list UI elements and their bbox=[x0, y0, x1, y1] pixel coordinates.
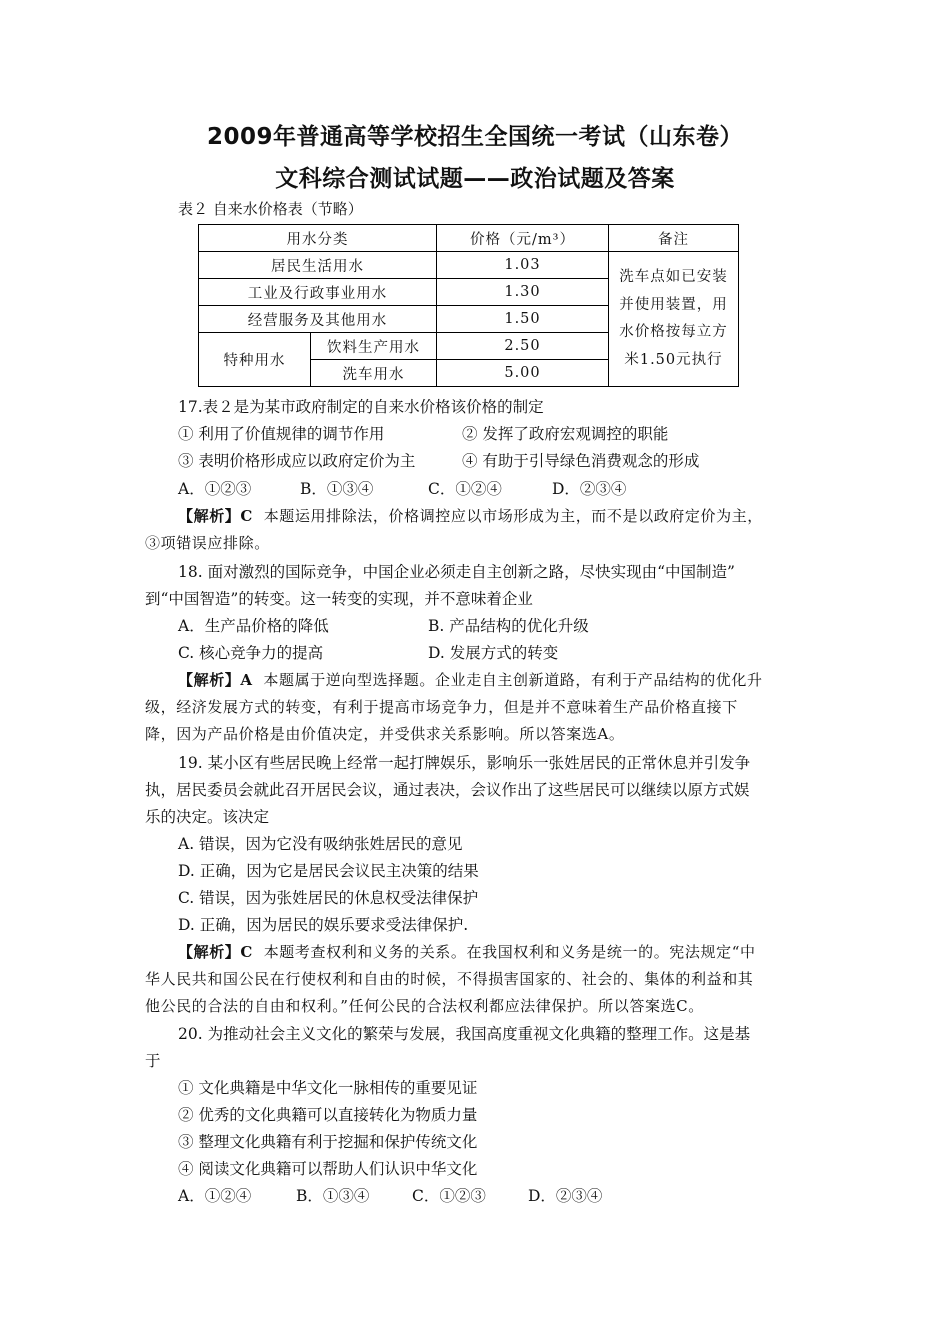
q17-option-1: ① 利用了价值规律的调节作用 bbox=[178, 425, 385, 443]
row-category: 经营服务及其他用水 bbox=[199, 306, 437, 333]
row-subcategory: 饮料生产用水 bbox=[311, 333, 437, 360]
q20-choice-a: A．①②④ bbox=[178, 1187, 252, 1205]
q19-analysis-text: 本题考查权利和义务的关系。在我国权利和义务是统一的。宪法规定“中 bbox=[263, 943, 756, 961]
row-category: 特种用水 bbox=[199, 333, 311, 387]
q17-analysis-text: 本题运用排除法，价格调控应以市场形成为主，而不是以政府定价为主， bbox=[263, 507, 763, 525]
table-caption: 表２ 自来水价格表（节略） bbox=[178, 200, 363, 218]
row-category: 工业及行政事业用水 bbox=[199, 279, 437, 306]
q19-analysis-label: 【解析】C bbox=[178, 943, 253, 961]
document-title: 2009年普通高等学校招生全国统一考试（山东卷） bbox=[206, 124, 743, 150]
q18-analysis-line-2: 级，经济发展方式的转变，有利于提高市场竞争力，但是并不意味着生产品价格直接下 bbox=[145, 698, 738, 716]
q20-option-3: ③ 整理文化典籍有利于挖掘和保护传统文化 bbox=[178, 1133, 478, 1151]
q18-stem-line-1: 18. 面对激烈的国际竞争，中国企业必须走自主创新之路，尽快实现由“中国制造” bbox=[178, 563, 735, 581]
row-price: 1.30 bbox=[437, 279, 609, 306]
q19-option-d: D. 正确，因为居民的娱乐要求受法律保护. bbox=[178, 916, 469, 934]
q18-analysis-label: 【解析】A bbox=[178, 671, 253, 689]
q20-choice-d: D．②③④ bbox=[528, 1187, 603, 1205]
q19-option-b: D. 正确，因为它是居民会议民主决策的结果 bbox=[178, 862, 479, 880]
table-row bbox=[199, 252, 739, 279]
row-price: 1.50 bbox=[437, 306, 609, 333]
row-price: 2.50 bbox=[437, 333, 609, 360]
water-price-table bbox=[198, 224, 739, 387]
q19-analysis-line-1 bbox=[178, 941, 756, 962]
document-subtitle: 文科综合测试试题——政治试题及答案 bbox=[275, 166, 675, 192]
q20-option-2: ② 优秀的文化典籍可以直接转化为物质力量 bbox=[178, 1106, 478, 1124]
row-category: 居民生活用水 bbox=[199, 252, 437, 279]
q19-stem-line-3: 乐的决定。该决定 bbox=[145, 808, 270, 826]
q18-option-d: D. 发展方式的转变 bbox=[428, 644, 559, 662]
q19-analysis-line-3: 他公民的合法的自由和权利。”任何公民的合法权利都应法律保护。所以答案选C。 bbox=[145, 997, 704, 1015]
header-price: 价格（元/m³） bbox=[437, 225, 609, 252]
q17-option-3: ③ 表明价格形成应以政府定价为主 bbox=[178, 452, 416, 470]
q19-option-c: C. 错误，因为张姓居民的休息权受法律保护 bbox=[178, 889, 479, 907]
q17-choice-a: A．①②③ bbox=[178, 480, 252, 498]
q17-analysis-line-2: ③项错误应排除。 bbox=[145, 534, 270, 552]
row-note: 洗车点如已安装并使用装置，用水价格按每立方米1.50元执行 bbox=[609, 252, 739, 387]
q17-stem: 17.表２是为某市政府制定的自来水价格该价格的制定 bbox=[178, 398, 544, 416]
q18-option-b: B. 产品结构的优化升级 bbox=[428, 617, 589, 635]
q20-choice-b: B．①③④ bbox=[296, 1187, 370, 1205]
q17-choice-c: C．①②④ bbox=[428, 480, 502, 498]
table-header-row bbox=[199, 225, 739, 252]
q19-option-a: A. 错误，因为它没有吸纳张姓居民的意见 bbox=[178, 835, 463, 853]
q17-choice-b: B．①③④ bbox=[300, 480, 374, 498]
q19-analysis-line-2: 华人民共和国公民在行使权利和自由的时候，不得损害国家的、社会的、集体的利益和其 bbox=[145, 970, 754, 988]
q20-option-1: ① 文化典籍是中华文化一脉相传的重要见证 bbox=[178, 1079, 478, 1097]
q20-stem-line-2: 于 bbox=[145, 1052, 161, 1070]
q18-option-a: A．生产品价格的降低 bbox=[178, 617, 329, 635]
q17-option-4: ④ 有助于引导绿色消费观念的形成 bbox=[462, 452, 700, 470]
q20-choice-c: C．①②③ bbox=[412, 1187, 486, 1205]
header-category: 用水分类 bbox=[199, 225, 437, 252]
q17-analysis-label: 【解析】C bbox=[178, 507, 253, 525]
q20-stem-line-1: 20. 为推动社会主义文化的繁荣与发展，我国高度重视文化典籍的整理工作。这是基 bbox=[178, 1025, 751, 1043]
q17-analysis-line-1 bbox=[178, 505, 763, 526]
q17-option-2: ② 发挥了政府宏观调控的职能 bbox=[462, 425, 669, 443]
row-subcategory: 洗车用水 bbox=[311, 360, 437, 387]
header-note: 备注 bbox=[609, 225, 739, 252]
row-price: 5.00 bbox=[437, 360, 609, 387]
q18-analysis-line-3: 降，因为产品价格是由价值决定，并受供求关系影响。所以答案选A。 bbox=[145, 725, 625, 743]
q18-analysis-text: 本题属于逆向型选择题。企业走自主创新道路，有利于产品结构的优化升 bbox=[263, 671, 763, 689]
row-price: 1.03 bbox=[437, 252, 609, 279]
q17-choice-d: D．②③④ bbox=[552, 480, 627, 498]
q20-option-4: ④ 阅读文化典籍可以帮助人们认识中华文化 bbox=[178, 1160, 478, 1178]
q18-option-c: C. 核心竞争力的提高 bbox=[178, 644, 324, 662]
q18-stem-line-2: 到“中国智造”的转变。这一转变的实现，并不意味着企业 bbox=[145, 590, 533, 608]
q18-analysis-line-1 bbox=[178, 669, 763, 690]
q19-stem-line-1: 19. 某小区有些居民晚上经常一起打牌娱乐，影响乐一张姓居民的正常休息并引发争 bbox=[178, 754, 751, 772]
q19-stem-line-2: 执，居民委员会就此召开居民会议，通过表决，会议作出了这些居民可以继续以原方式娱 bbox=[145, 781, 750, 799]
